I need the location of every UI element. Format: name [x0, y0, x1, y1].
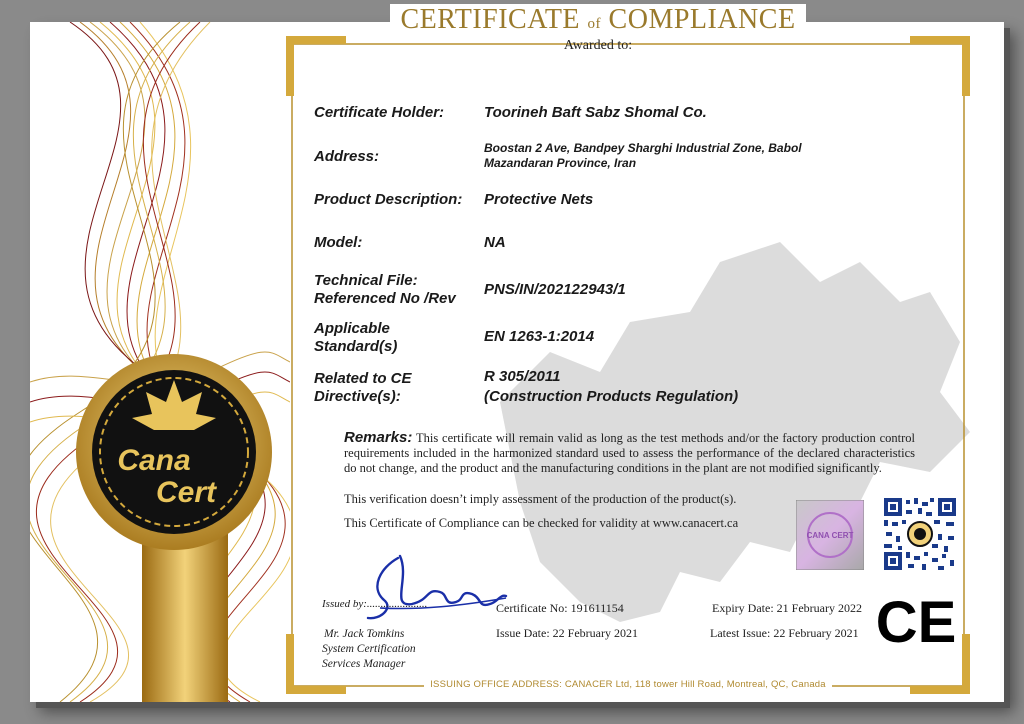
- seal-line2: Cert: [155, 476, 217, 509]
- address-value-line1: Boostan 2 Ave, Bandpey Sharghi Industrial Zone, Babol: [484, 141, 802, 155]
- issuing-office-address: ISSUING OFFICE ADDRESS: CANACER Ltd, 118 tower Hill Road, Montreal, QC, Canada: [286, 679, 970, 690]
- directive-label-line1: Related to CE: [314, 370, 412, 387]
- certificate-holder-value: Toorineh Baft Sabz Shomal Co.: [484, 104, 707, 121]
- expiry-date: Expiry Date: 21 February 2022: [712, 601, 862, 615]
- awarded-to: Awarded to:: [563, 38, 633, 53]
- remarks-line3: This Certificate of Compliance can be checked for validity at www.canacert.ca: [344, 516, 739, 530]
- remarks-block: [344, 430, 915, 476]
- certificate-number: Certificate No: 191611154: [496, 601, 624, 615]
- certificate-holder-label: Certificate Holder:: [314, 104, 445, 121]
- hologram-sticker: [796, 500, 864, 570]
- model-value: NA: [484, 234, 506, 251]
- canacert-seal: [74, 352, 274, 562]
- product-description-value: Protective Nets: [484, 191, 594, 208]
- qr-code: [882, 496, 958, 572]
- address-label: Address:: [314, 148, 380, 165]
- certificate-title: CERTIFICATE of COMPLIANCE: [256, 4, 940, 36]
- hologram-text: CANA CERT: [806, 531, 854, 540]
- issue-date: Issue Date: 22 February 2021: [496, 626, 638, 640]
- issued-by-label: Issued by:......................: [322, 598, 428, 610]
- technical-file-label-line2: Referenced No /Rev: [314, 290, 456, 307]
- certificate-sheet: [30, 22, 1004, 702]
- model-label: Model:: [314, 234, 363, 251]
- standards-label-line2: Standard(s): [314, 338, 398, 355]
- standards-value: EN 1263-1:2014: [484, 328, 595, 345]
- technical-file-value: PNS/IN/202122943/1: [484, 281, 626, 298]
- address-value-line2: Mazandaran Province, Iran: [484, 156, 637, 170]
- remarks-line2: This verification doesn’t imply assessment of the production of the product(s).: [344, 492, 737, 506]
- remarks-text: This certificate will remain valid as long as the test methods and/or the factory production control requirements included in the harmonized standard used to assess the performance of the declared characteristics do not change, and the product and the manufacturing conditions in the plant are not modified significantly.: [344, 431, 915, 475]
- seal-line1: Cana: [117, 444, 191, 477]
- latest-issue-date: Latest Issue: 22 February 2021: [710, 626, 859, 640]
- directive-value-line2: (Construction Products Regulation): [484, 388, 739, 405]
- directive-label-line2: Directive(s):: [314, 388, 401, 405]
- directive-value-line1: R 305/2011: [484, 368, 561, 385]
- signer-name: Mr. Jack Tomkins: [324, 628, 405, 640]
- signer-title-line1: System Certification: [322, 643, 416, 655]
- technical-file-label-line1: Technical File:: [314, 272, 418, 289]
- ce-mark: [874, 590, 958, 650]
- ce-mark-text: CE: [875, 590, 957, 650]
- signature: [360, 548, 510, 628]
- product-description-label: Product Description:: [314, 191, 463, 208]
- standards-label-line1: Applicable: [314, 320, 390, 337]
- remarks-heading: Remarks:: [344, 429, 413, 446]
- signer-title-line2: Services Manager: [322, 658, 406, 670]
